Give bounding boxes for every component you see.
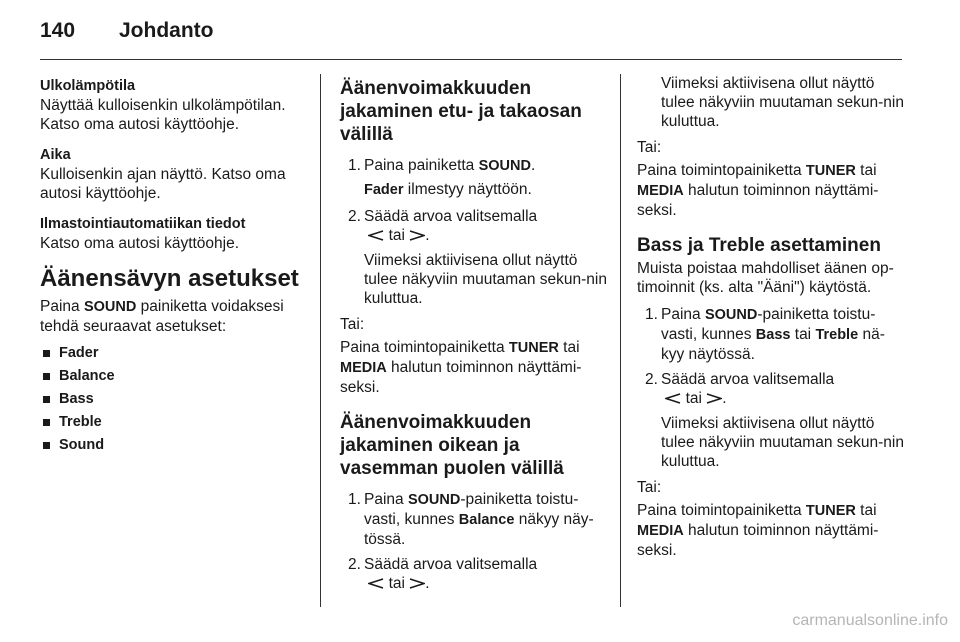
treble-keyword: Treble (815, 327, 859, 343)
fader-note: Viimeksi aktiivisena ollut näyttö tulee näkyviin muutaman sekun-nin kuluttua. (364, 252, 607, 307)
watermark: carmanualsonline.info (792, 612, 948, 629)
sound-keyword: SOUND (83, 299, 137, 315)
header-rule (40, 59, 902, 60)
time-section (40, 146, 302, 203)
list-item-label: Sound (59, 437, 105, 453)
tuner-text-post: halutun toiminnon näyttämi-seksi. (637, 182, 879, 219)
sound-keyword: SOUND (478, 158, 531, 174)
bullet-icon (43, 442, 50, 449)
list-item (40, 413, 302, 432)
or-text: tai (384, 575, 410, 592)
tuner-text-pre: Paina toimintopainiketta (340, 339, 509, 356)
tone-list (40, 344, 302, 455)
climate-section (40, 215, 302, 253)
step-text-main: Säädä arvoa valitsemalla (364, 556, 538, 573)
balance-step-2 (348, 555, 608, 593)
fader-keyword: Fader (364, 182, 404, 198)
sound-keyword: SOUND (407, 492, 461, 508)
list-item (40, 390, 302, 409)
or-label: Tai: (340, 316, 365, 333)
time-title: Aika (40, 147, 71, 163)
tuner-media-text (340, 338, 608, 397)
triangle-left-icon (368, 578, 384, 589)
balance-step-1 (348, 490, 608, 549)
bullet-icon (43, 419, 50, 426)
tuner-keyword: TUNER (805, 163, 856, 179)
tuner-media-text (637, 161, 907, 220)
column-2 (340, 77, 608, 597)
list-item-label: Treble (59, 414, 102, 430)
step-text-pre: Paina (364, 491, 408, 508)
step-number: 1. (348, 491, 361, 508)
step-end: . (425, 575, 430, 592)
column-divider-2 (620, 74, 621, 607)
sound-keyword: SOUND (704, 307, 758, 323)
result-text: ilmestyy näyttöön. (403, 181, 532, 198)
step-text-mid2: tai (790, 326, 816, 343)
media-keyword: MEDIA (637, 183, 684, 199)
step-text (364, 490, 608, 549)
step-text-main: Säädä arvoa valitsemalla (661, 371, 835, 388)
step-text-main: Säädä arvoa valitsemalla (364, 208, 538, 225)
balance-heading: Äänenvoimakkuuden jakaminen oikean ja vasemman puolen välillä (340, 412, 564, 479)
column-3 (637, 74, 907, 560)
step-text-pre: Paina painiketta (364, 157, 479, 174)
bass-treble-heading: Bass ja Treble asettaminen (637, 235, 881, 256)
fader-step-2 (348, 207, 608, 245)
list-item (40, 367, 302, 386)
bass-keyword: Bass (755, 327, 791, 343)
step-number: 1. (348, 157, 361, 174)
climate-text: Katso oma autosi käyttöohje. (40, 235, 240, 252)
tuner-media-text (637, 501, 907, 560)
media-keyword: MEDIA (637, 523, 684, 539)
step-text-post: näkyy näy-tössä. (364, 511, 594, 548)
tuner-text-mid: tai (558, 339, 580, 356)
tuner-text-post: halutun toiminnon näyttämi-seksi. (340, 359, 582, 396)
bass-treble-step-1 (645, 305, 907, 364)
step-number: 2. (348, 556, 361, 573)
bullet-icon (43, 373, 50, 380)
step-number: 2. (645, 371, 658, 388)
or-text: tai (681, 390, 707, 407)
list-item-label: Balance (59, 368, 115, 384)
outdoor-temp-section (40, 77, 302, 134)
step-number: 2. (348, 208, 361, 225)
page-header (40, 19, 214, 43)
step-text-mid: -painiketta toistu-vasti, kunnes (364, 491, 579, 528)
step-text-post: nä-kyy näytössä. (661, 326, 885, 363)
or-label: Tai: (637, 479, 662, 496)
or-text: tai (384, 227, 410, 244)
list-item (40, 436, 302, 455)
list-item (40, 344, 302, 363)
page-number: 140 (40, 19, 76, 42)
tone-intro-pre: Paina (40, 298, 84, 315)
balance-keyword: Balance (458, 512, 515, 528)
fader-step-1-result (364, 180, 608, 200)
step-number: 1. (645, 306, 658, 323)
outdoor-temp-title: Ulkolämpötila (40, 78, 136, 94)
triangle-left-icon (665, 393, 681, 404)
time-text: Kulloisenkin ajan näyttö. Katso oma autosi käyttöohje. (40, 166, 286, 202)
triangle-right-icon (409, 230, 425, 241)
or-label: Tai: (637, 139, 662, 156)
tuner-keyword: TUNER (805, 503, 856, 519)
tone-intro (40, 297, 302, 336)
media-keyword: MEDIA (340, 360, 387, 376)
fader-heading: Äänenvoimakkuuden jakaminen etu- ja takaosan välillä (340, 78, 582, 145)
triangle-left-icon (368, 230, 384, 241)
step-text (364, 156, 608, 176)
triangle-right-icon (409, 578, 425, 589)
climate-title: Ilmastointiautomatiikan tiedot (40, 216, 246, 232)
column-divider-1 (320, 74, 321, 607)
step-text (364, 207, 608, 245)
step-text (661, 305, 907, 364)
tuner-text-mid: tai (855, 162, 877, 179)
list-item-label: Fader (59, 345, 99, 361)
step-text-post: . (530, 157, 536, 174)
bass-treble-note: Viimeksi aktiivisena ollut näyttö tulee näkyviin muutaman sekun-nin kuluttua. (661, 415, 904, 470)
balance-note: Viimeksi aktiivisena ollut näyttö tulee näkyviin muutaman sekun-nin kuluttua. (661, 75, 904, 130)
tone-intro-post: painiketta voidaksesi tehdä seuraavat asetukset: (40, 298, 284, 335)
column-1 (40, 77, 302, 459)
step-text-mid: -painiketta toistu-vasti, kunnes (661, 306, 876, 343)
step-text (364, 555, 608, 593)
outdoor-temp-text: Näyttää kulloisenkin ulkolämpötilan. Katso oma autosi käyttöohje. (40, 97, 286, 133)
tone-heading: Äänensävyn asetukset (40, 265, 299, 292)
page-title: Johdanto (119, 19, 214, 42)
tuner-keyword: TUNER (508, 340, 559, 356)
tuner-text-mid: tai (855, 502, 877, 519)
triangle-right-icon (706, 393, 722, 404)
tuner-text-post: halutun toiminnon näyttämi-seksi. (637, 522, 879, 559)
step-end: . (425, 227, 430, 244)
step-text (661, 370, 907, 408)
list-item-label: Bass (59, 391, 94, 407)
bass-treble-step-2 (645, 370, 907, 408)
step-text-pre: Paina (661, 306, 705, 323)
tuner-text-pre: Paina toimintopainiketta (637, 502, 806, 519)
step-end: . (722, 390, 727, 407)
bass-treble-intro: Muista poistaa mahdolliset äänen op-timoinnit (ks. alta "Ääni") käytöstä. (637, 260, 894, 296)
bullet-icon (43, 396, 50, 403)
bullet-icon (43, 350, 50, 357)
fader-step-1 (348, 156, 608, 176)
tuner-text-pre: Paina toimintopainiketta (637, 162, 806, 179)
